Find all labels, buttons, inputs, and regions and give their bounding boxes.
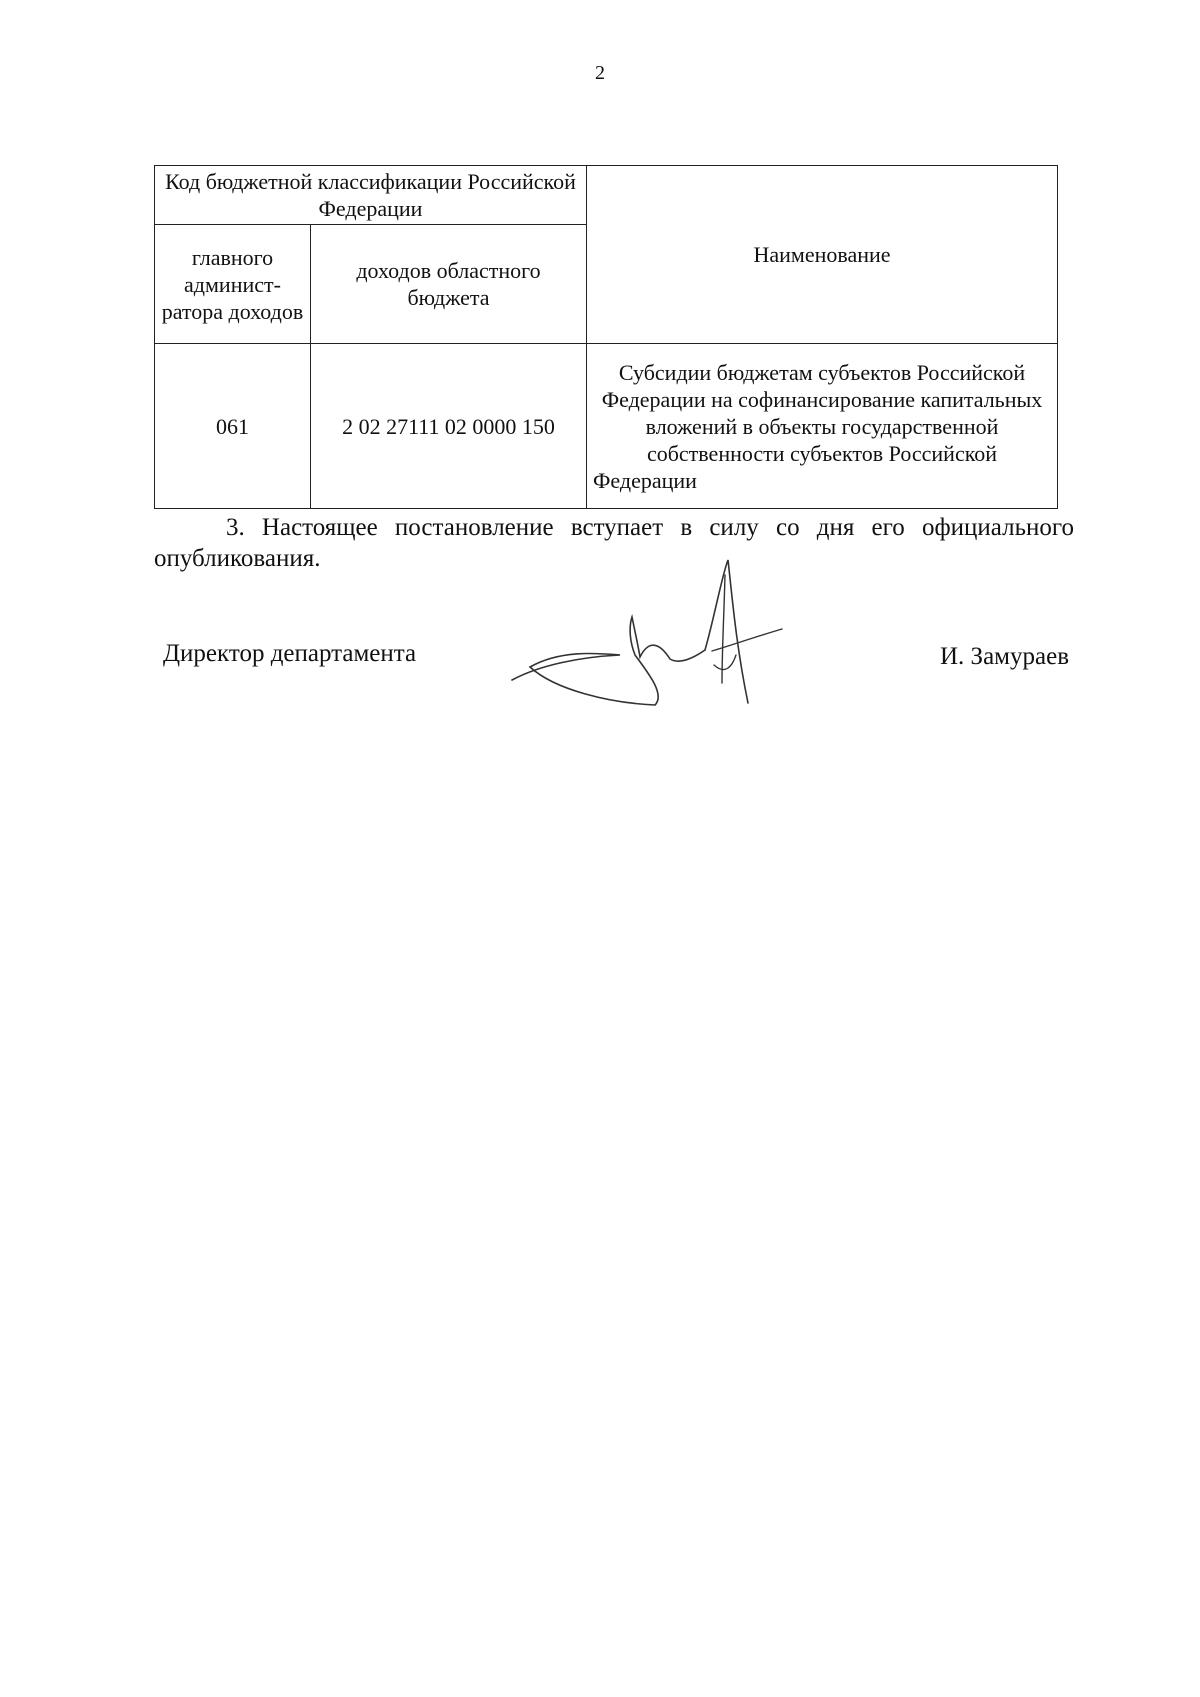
header-code-group: Код бюджетной классификации Российской Федерации bbox=[155, 166, 587, 225]
header-name: Наименование bbox=[587, 166, 1058, 344]
header-admin: главного админист-ратора доходов bbox=[155, 225, 311, 344]
header-income: доходов областного бюджета bbox=[311, 225, 587, 344]
signer-name: И. Замураев bbox=[940, 643, 1069, 670]
signature-icon bbox=[500, 555, 800, 725]
page-number: 2 bbox=[595, 62, 605, 84]
budget-classification-table bbox=[154, 165, 1058, 509]
table-row bbox=[155, 344, 1058, 509]
cell-name: Субсидии бюджетам субъектов Российской Федерации на софинансирование капитальных вложений в объекты государственной собственности субъектов Российской Федерации bbox=[587, 344, 1058, 509]
table-header-row bbox=[155, 166, 1058, 225]
signer-title: Директор департамента bbox=[163, 640, 417, 667]
effective-date-paragraph: 3. Настоящее постановление вступает в силу со дня его официального опубликования. bbox=[154, 514, 1074, 572]
cell-income-code: 2 02 27111 02 0000 150 bbox=[311, 344, 587, 509]
cell-admin-code: 061 bbox=[155, 344, 311, 509]
